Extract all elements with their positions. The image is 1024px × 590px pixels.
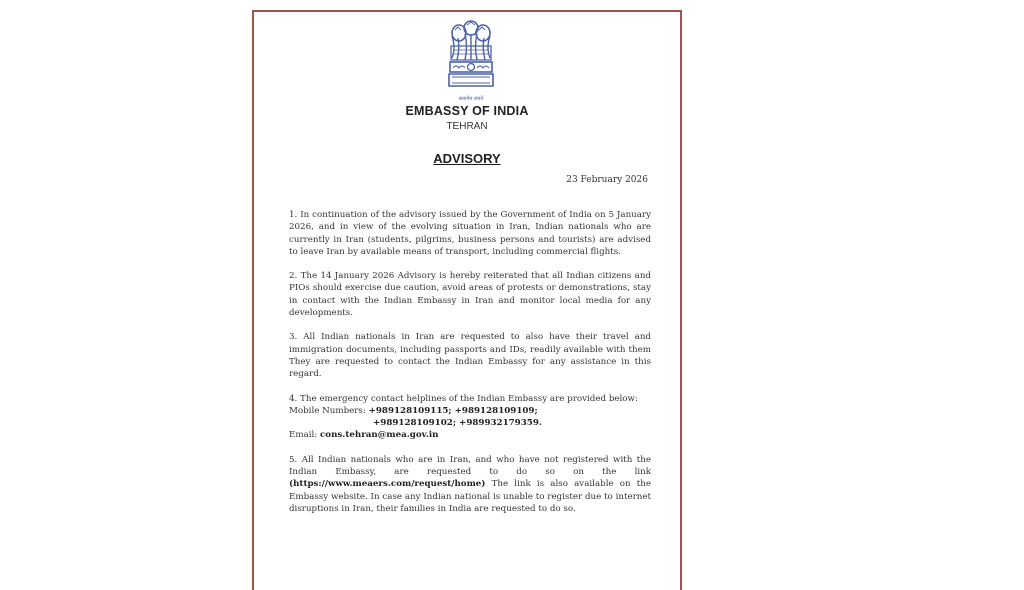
paragraph-5-text-before: 5. All Indian nationals who are in Iran, and who have not registered with the Indian Embassy, are requested to do so on the link: [289, 454, 651, 478]
document-date: 23 February 2026: [566, 175, 648, 185]
email-row: [289, 429, 651, 441]
mobile-numbers-label: Mobile Numbers:: [289, 405, 366, 416]
mobile-numbers-line-2: +989128109102; +989932179359.: [373, 418, 542, 429]
email-label: Email:: [289, 430, 318, 441]
document-heading: ADVISORY: [433, 151, 501, 166]
paragraph-5: [289, 454, 651, 515]
paragraph-2: 2. The 14 January 2026 Advisory is hereby reiterated that all Indian citizens and PIOs should exercise due caution, avoid areas of protests or demonstrations, stay in contact with the Indian Embassy in Iran and monitor local media for any developments.: [289, 271, 651, 319]
helpline-intro: 4. The emergency contact helplines of the Indian Embassy are provided below:: [289, 393, 638, 404]
mobile-numbers-row-2: [289, 417, 651, 429]
paragraph-1: 1. In continuation of the advisory issued by the Government of India on 5 January 2026, and in view of the evolving situation in Iran, Indian nationals who are currently in Iran (students, pilgrims, business persons and tourists) are advised to leave Iran by available means of transport, including commercial flights.: [289, 210, 651, 257]
embassy-city: TEHRAN: [446, 121, 488, 132]
paragraph-4: [289, 393, 651, 442]
paragraph-5-text-after: The link is also available on the Embassy website. In case any Indian national is unable to register due to internet disruptions in Iran, their families in India are requested to do so.: [289, 479, 652, 514]
paragraph-3: 3. All Indian nationals in Iran are requested to also have their travel and immigration documents, including passports and IDs, readily available with them They are requested to contact the Indian Embassy for any assistance in this regard.: [289, 332, 651, 380]
national-emblem-icon: [446, 16, 496, 106]
mobile-numbers-line-1: +989128109115; +989128109109;: [368, 405, 538, 416]
emblem-motto: सत्यमेव जयते: [458, 96, 484, 102]
email-address: cons.tehran@mea.gov.in: [320, 430, 439, 441]
registration-link[interactable]: (https://www.meaers.com/request/home): [289, 479, 486, 490]
embassy-title: EMBASSY OF INDIA: [405, 104, 529, 118]
advisory-body: [289, 209, 651, 527]
advisory-document: [252, 10, 682, 590]
mobile-numbers-row: [289, 405, 651, 417]
